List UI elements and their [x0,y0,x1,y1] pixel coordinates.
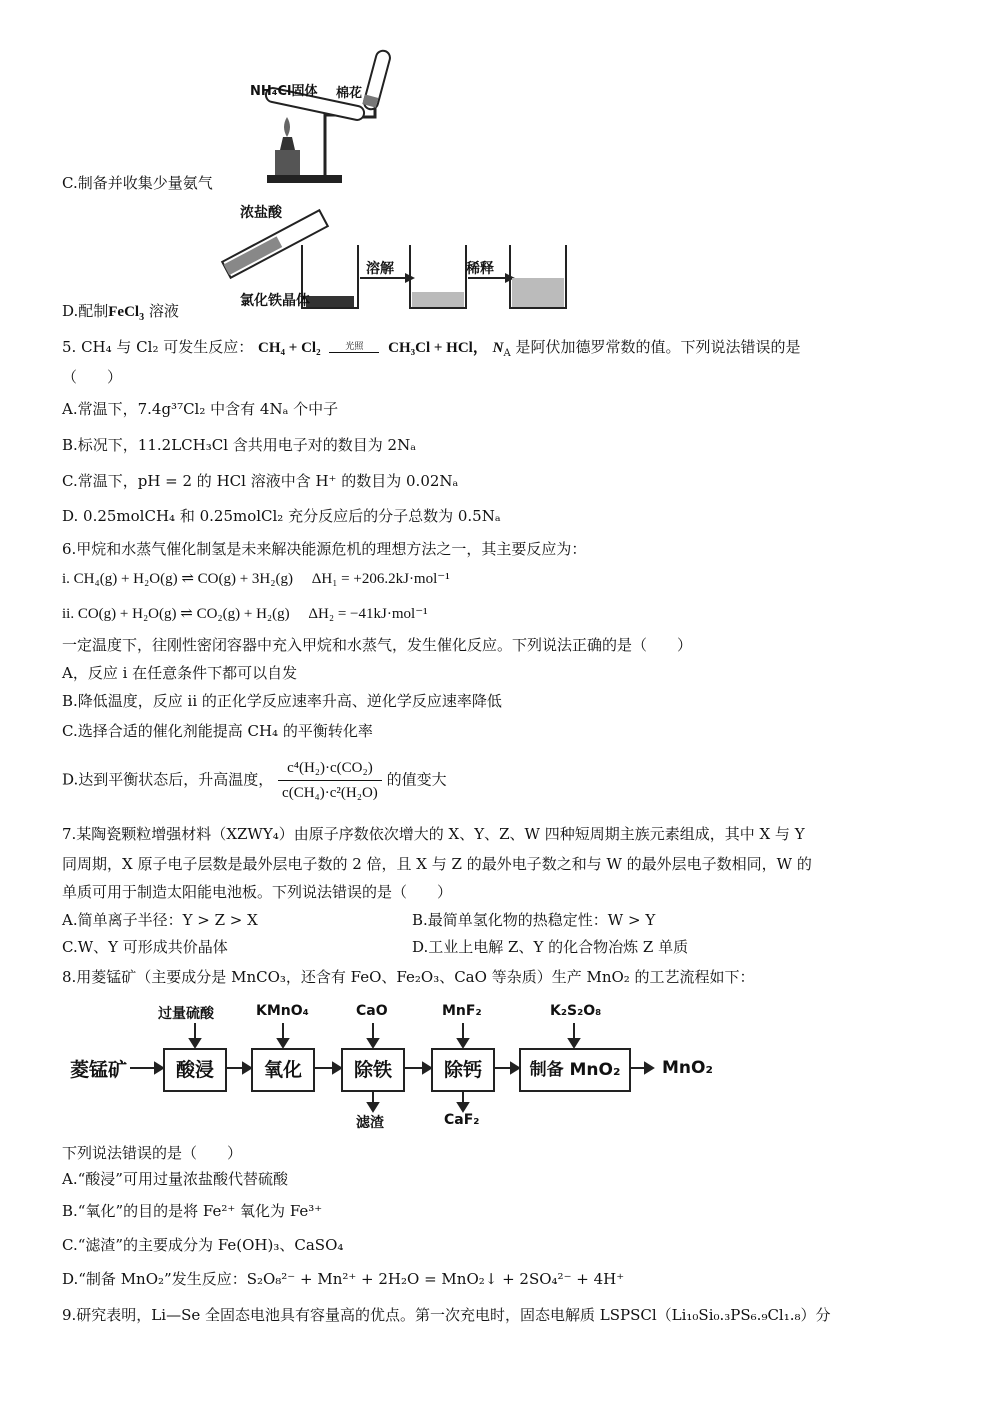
q6-option-c: C.选择合适的催化剂能提高 CH₄ 的平衡转化率 [62,722,373,740]
flow-step-prepare-mno2: 制备 MnO₂ [519,1048,631,1092]
option-c-caption: C.制备并收集少量氨气 [62,174,213,192]
label-fecl3-crystal: 氯化铁晶体 [240,293,310,309]
q7-line-1: 7.某陶瓷颗粒增强材料（XZWY₄）由原子序数依次增大的 X、Y、Z、W 四种短周期主族元素组成，其中 X 与 Y [62,825,805,843]
q7-option-d: D.工业上电解 Z、Y 的化合物冶炼 Z 单质 [412,938,689,956]
q5-option-c: C.常温下，pH = 2 的 HCl 溶液中含 H⁺ 的数目为 0.02Nₐ [62,472,459,490]
q6-reaction-1: i. CH₄(g) + H₂O(g) ⇌ CO(g) + 3H₂(g) ΔH₁ = +206.2kJ·mol⁻¹ [62,571,450,587]
apparatus-label-solid: NH₄Cl固体 [250,84,318,99]
apparatus-label-cotton: 棉花 [336,86,363,101]
flow-step-acid-leach: 酸浸 [163,1048,227,1092]
q8-option-a: A.“酸浸”可用过量浓盐酸代替硫酸 [62,1170,288,1188]
flow-end: MnO₂ [662,1058,713,1078]
flow-output-residue: 滤渣 [356,1115,384,1131]
flow-step-oxidize: 氧化 [251,1048,315,1092]
q7-line-2: 同周期，X 原子电子层数是最外层电子数的 2 倍，且 X 与 Z 的最外电子数之和与 W 的最外层电子数相同，W 的 [62,855,812,873]
flow-start: 菱锰矿 [70,1059,128,1081]
q6-option-b: B.降低温度，反应 ii 的正化学反应速率升高、逆化学反应速率降低 [62,692,502,710]
q6-option-a: A，反应 i 在任意条件下都可以自发 [62,664,298,682]
label-dissolve: 溶解 [366,261,394,277]
q6-stem: 6.甲烷和水蒸气催化制氢是未来解决能源危机的理想方法之一，其主要反应为： [62,540,587,558]
q9-line-1: 9.研究表明，Li—Se 全固态电池具有容量高的优点。第一次充电时，固态电解质 LSPSCl（Li₁₀Si₀.₃PS₆.₉Cl₁.₈）分 [62,1306,831,1324]
flow-output-caf2: CaF₂ [444,1112,480,1128]
q8-question: 下列说法错误的是（ ） [62,1144,243,1162]
q5-option-d: D. 0.25molCH₄ 和 0.25molCl₂ 充分反应后的分子总数为 0.5Nₐ [62,507,501,525]
q7-option-c: C.W、Y 可形成共价晶体 [62,938,228,956]
q7-line-3: 单质可用于制造太阳能电池板。下列说法错误的是（ ） [62,883,453,901]
q8-stem: 8.用菱锰矿（主要成分是 MnCO₃，还含有 FeO、Fe₂O₃、CaO 等杂质）生产 MnO₂ 的工艺流程如下： [62,968,755,986]
equilibrium-fraction: $\frac{\text{c⁴(H₂)·c(CO₂)}}{\text{c(CH₄)·c²(H₂O)}}$ [278,758,382,803]
q6-option-d: D.达到平衡状态后，升高温度， $\frac{\text{c⁴(H₂)·c(CO₂)}}{\text{c(CH₄)·c²(H₂O)}}$ 的值变大 [62,760,447,801]
q5-bracket: （ ） [62,368,123,386]
flow-input-cao: CaO [356,1003,388,1019]
q8-option-b: B.“氧化”的目的是将 Fe²⁺ 氧化为 Fe³⁺ [62,1202,323,1220]
q5-option-b: B.标况下，11.2LCH₃Cl 含共用电子对的数目为 2Nₐ [62,436,416,454]
flow-input-k2s2o8: K₂S₂O₈ [550,1003,602,1019]
label-dilute: 稀释 [466,261,494,277]
q8-option-d: D.“制备 MnO₂”发生反应：S₂O₈²⁻ + Mn²⁺ + 2H₂O = MnO₂↓ + 2SO₄²⁻ + 4H⁺ [62,1270,625,1288]
q8-option-c: C.“滤渣”的主要成分为 Fe(OH)₃、CaSO₄ [62,1236,344,1254]
q7-option-b: B.最简单氢化物的热稳定性：W > Y [412,911,656,929]
q6-stem-2: 一定温度下，往刚性密闭容器中充入甲烷和水蒸气，发生催化反应。下列说法正确的是（ ） [62,636,693,654]
option-d-caption: D.配制FeCl$_3$ 溶液 [62,302,179,323]
q7-option-a: A.简单离子半径：Y > Z > X [62,911,258,929]
flow-step-remove-iron: 除铁 [341,1048,405,1092]
q5-option-a: A.常温下，7.4g³⁷Cl₂ 中含有 4Nₐ 个中子 [62,400,339,418]
flow-input-mnf2: MnF₂ [442,1003,482,1019]
ammonia-apparatus-figure [245,45,405,190]
flow-step-remove-calcium: 除钙 [431,1048,495,1092]
q6-reaction-2: ii. CO(g) + H₂O(g) ⇌ CO₂(g) + H₂(g) ΔH₂ = −41kJ·mol⁻¹ [62,606,428,622]
q5-stem: 5. CH₄ 与 Cl₂ 可发生反应： CH₄ + Cl₂ 光照 CH₃Cl + HCl， $N_A$ 是阿伏加德罗常数的值。下列说法错误的是 [62,338,801,359]
flow-input-kmno4: KMnO₄ [256,1003,309,1019]
flow-input-sulfuric-acid: 过量硫酸 [158,1006,214,1022]
label-hcl: 浓盐酸 [240,205,282,221]
